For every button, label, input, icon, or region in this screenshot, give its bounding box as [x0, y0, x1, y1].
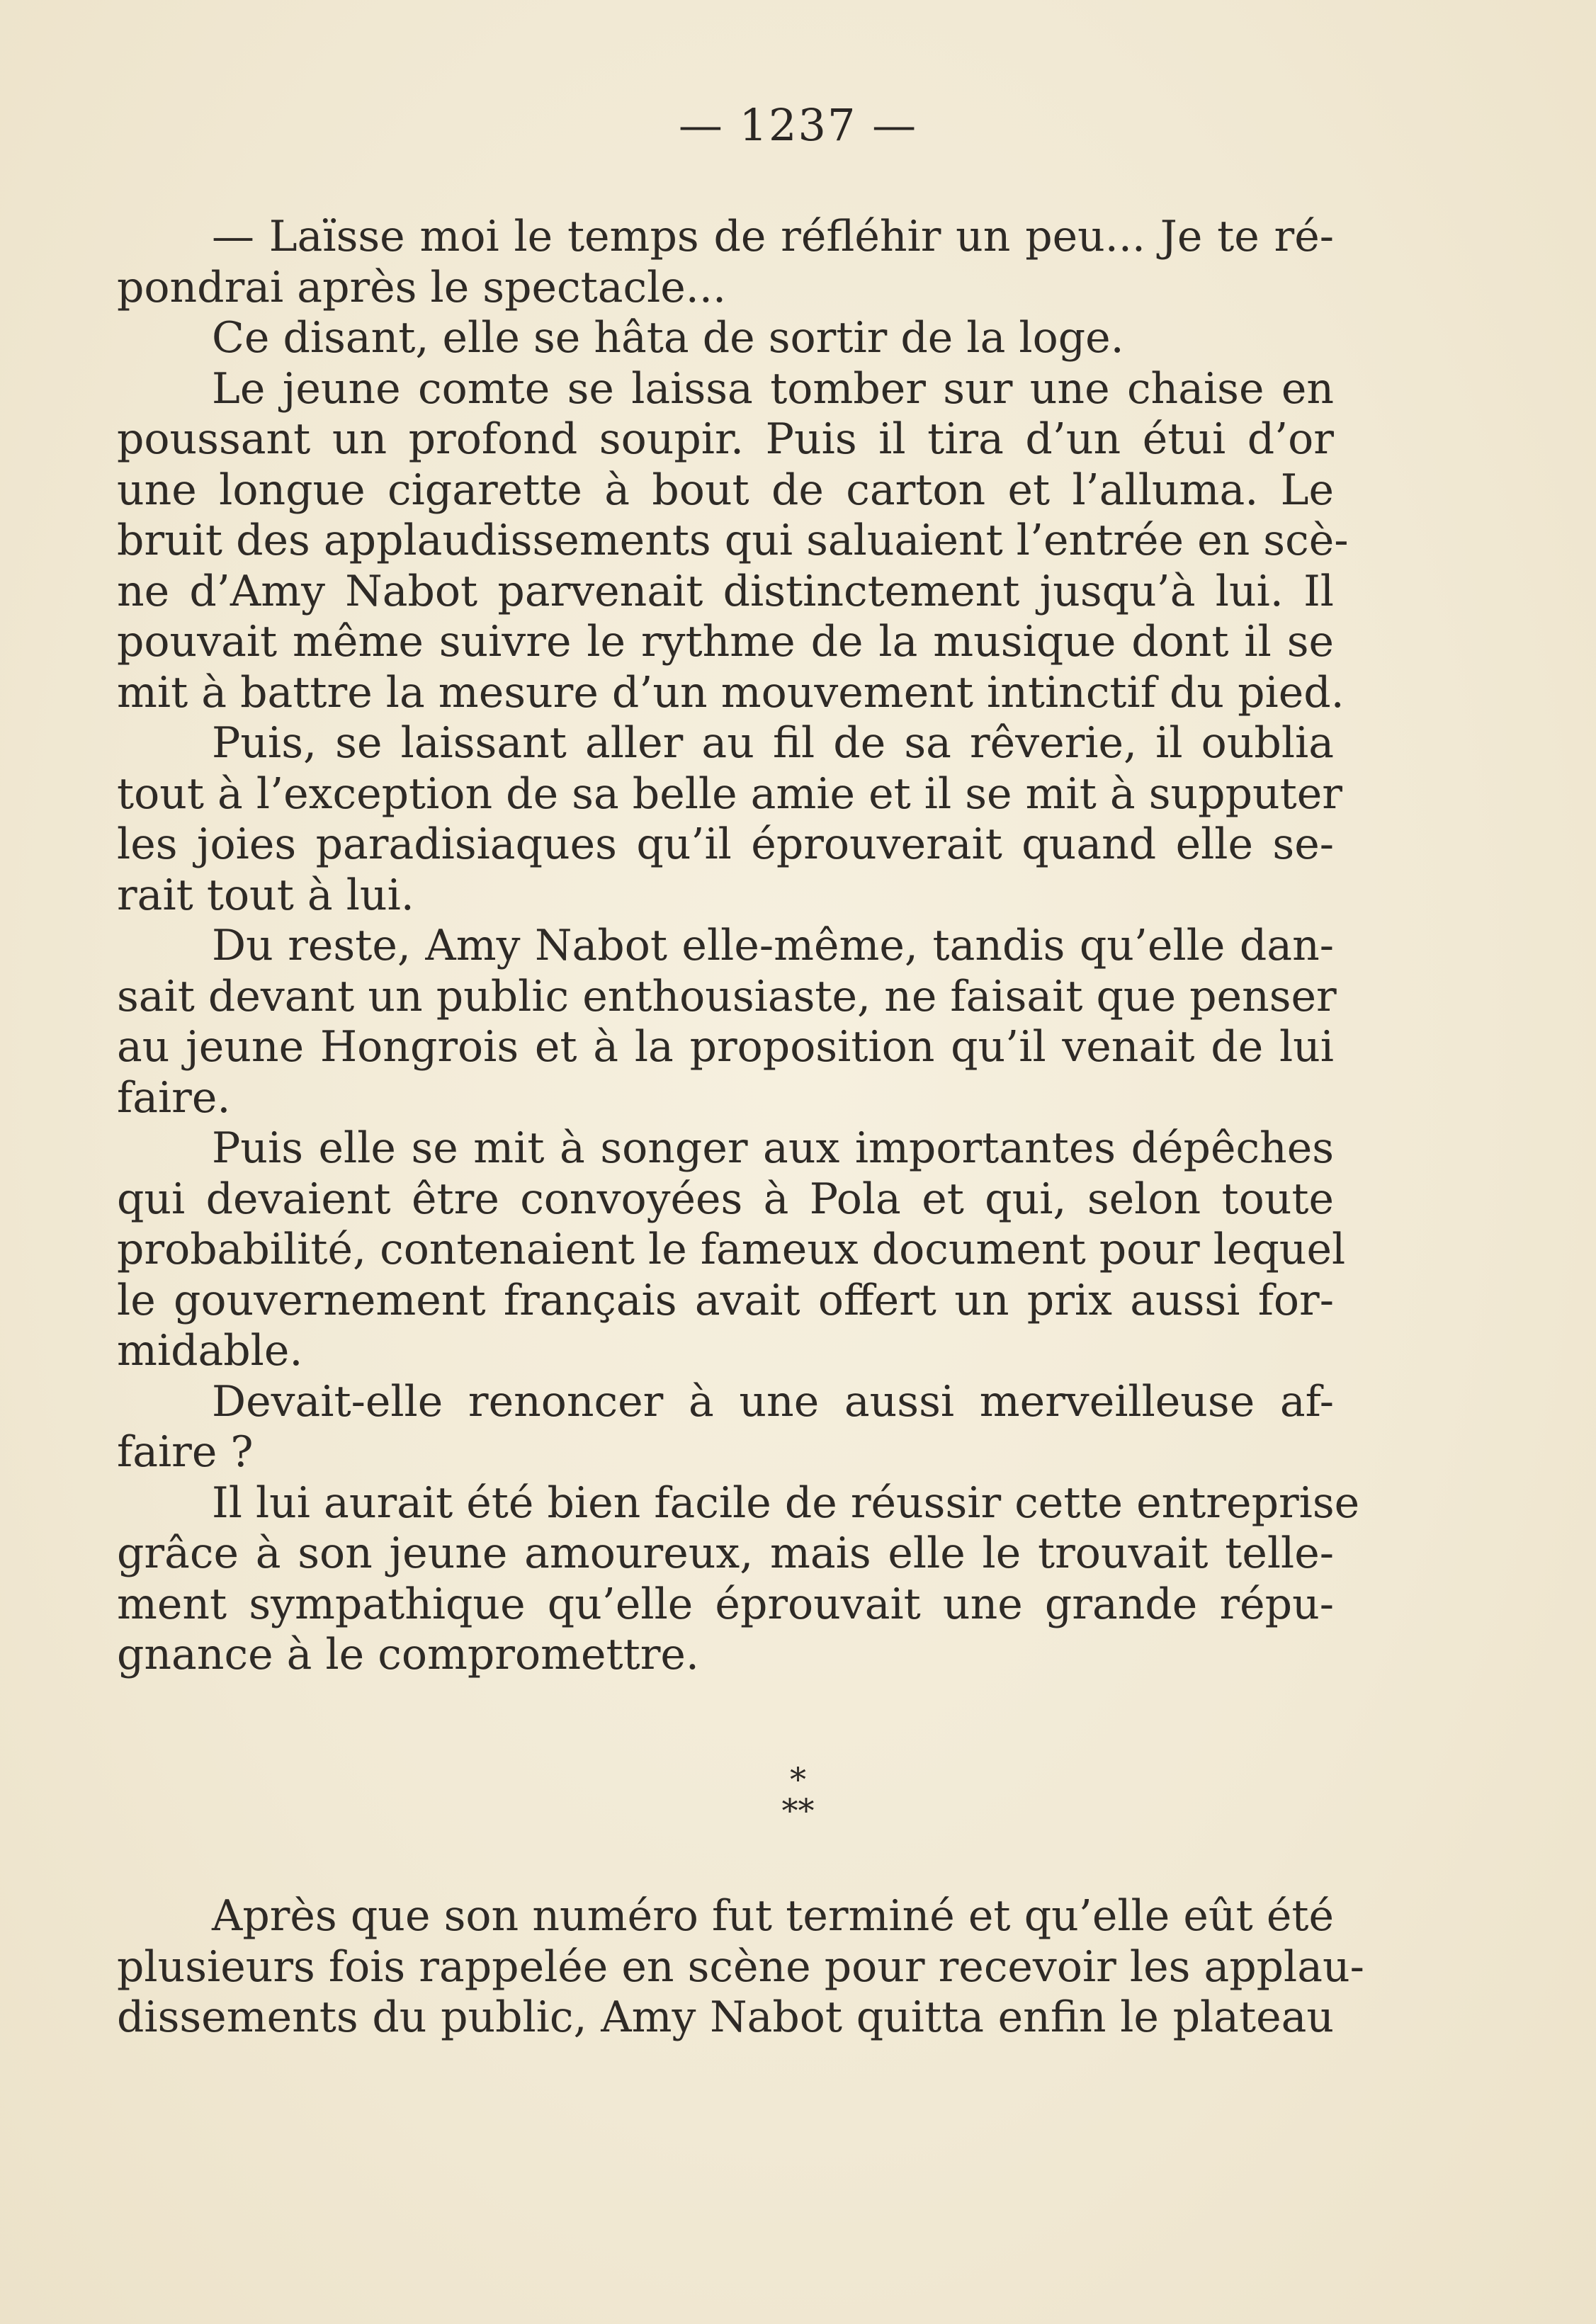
text-line: midable.	[117, 1326, 303, 1376]
text-line: gnance à le compromettre.	[117, 1630, 699, 1679]
page-number: — 1237 —	[678, 99, 918, 151]
text-line: Après que son numéro fut terminé et qu’elle eût été	[212, 1891, 1334, 1941]
text-line: pondrai après le spectacle...	[117, 262, 727, 312]
text-line: — Laïsse moi le temps de réfléhir un peu... Je te ré-	[212, 212, 1334, 261]
text-line: pouvait même suivre le rythme de la musique dont il se	[117, 617, 1334, 667]
text-line: faire.	[117, 1072, 231, 1123]
text-line: Ce disant, elle se hâta de sortir de la loge.	[212, 313, 1124, 363]
text-line: Il lui aurait été bien facile de réussir cette entreprise	[212, 1478, 1360, 1528]
text-line: rait tout à lui.	[117, 870, 414, 920]
section-separator	[0, 1760, 1596, 1830]
text-line: Du reste, Amy Nabot elle-même, tandis qu’elle dan-	[212, 921, 1334, 970]
text-line: bruit des applaudissements qui saluaient l’entrée en scè-	[117, 516, 1349, 565]
text-line: probabilité, contenaient le fameux document pour lequel	[117, 1225, 1346, 1274]
text-line: les joies paradisiaques qu’il éprouverait quand elle se-	[117, 820, 1334, 869]
asterism-bottom: **	[781, 1791, 815, 1830]
section-text	[117, 1891, 1364, 2044]
asterism-top: *	[790, 1760, 806, 1798]
text-line: mit à battre la mesure d’un mouvement intinctif du pied.	[117, 667, 1345, 718]
text-line: une longue cigarette à bout de carton et l’alluma. Le	[117, 465, 1334, 515]
text-line: faire ?	[117, 1427, 254, 1477]
text-line: Puis elle se mit à songer aux importantes dépêches	[212, 1123, 1334, 1173]
body-text	[117, 212, 1360, 1681]
text-line: ne d’Amy Nabot parvenait distinctement jusqu’à lui. Il	[117, 566, 1334, 616]
text-line: ment sympathique qu’elle éprouvait une grande répu-	[117, 1579, 1334, 1629]
text-line: tout à l’exception de sa belle amie et il se mit à supputer	[117, 769, 1342, 819]
text-line: qui devaient être convoyées à Pola et qui, selon toute	[117, 1174, 1334, 1224]
text-line: le gouvernement français avait offert un prix aussi for-	[117, 1275, 1334, 1325]
text-line: dissements du public, Amy Nabot quitta enfin le plateau	[117, 1993, 1334, 2042]
text-line: poussant un profond soupir. Puis il tira d’un étui d’or	[117, 414, 1334, 464]
text-line: grâce à son jeune amoureux, mais elle le trouvait telle-	[117, 1529, 1334, 1578]
text-line: Le jeune comte se laissa tomber sur une chaise en	[212, 363, 1334, 414]
text-line: plusieurs fois rappelée en scène pour recevoir les applau-	[117, 1942, 1364, 1992]
text-line: sait devant un public enthousiaste, ne faisait que penser	[117, 971, 1337, 1021]
text-line: au jeune Hongrois et à la proposition qu’il venait de lui	[117, 1022, 1334, 1072]
text-line: Puis, se laissant aller au fil de sa rêverie, il oublia	[212, 718, 1334, 768]
text-line: Devait-elle renoncer à une aussi merveilleuse af-	[212, 1376, 1334, 1427]
